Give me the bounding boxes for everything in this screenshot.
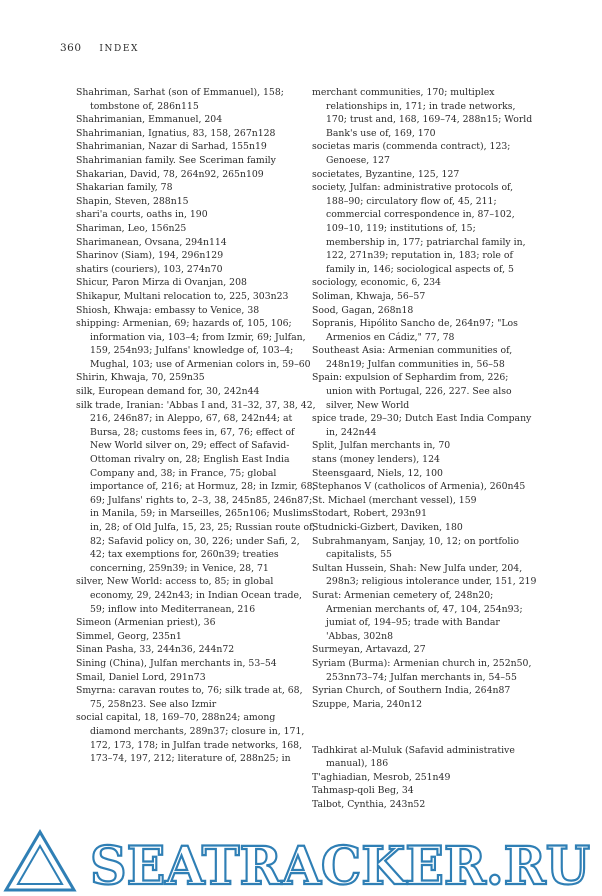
index-entry: Talbot, Cynthia, 243n52 xyxy=(312,798,426,810)
index-entry: Shahrimanian family. See Sceriman family xyxy=(76,154,276,166)
index-column-right xyxy=(312,86,537,811)
index-entry: Smyrna: caravan routes to, 76; silk trade at, 68, 75, 258n23. See also Izmir xyxy=(76,685,303,710)
index-entry: Shahrimanian, Ignatius, 83, 158, 267n128 xyxy=(76,127,276,139)
index-entry: Shakarian family, 78 xyxy=(76,182,173,194)
index-entry: Surat: Armenian cemetery of, 248n20; Armenian merchants of, 47, 104, 254n93; jumiat of, 194–95; trade with Bandar 'Abbas, 302n8 xyxy=(312,589,523,642)
entry-gap xyxy=(312,721,537,735)
index-entry: Syriam (Burma): Armenian church in, 252n50, 253nn73–74; Julfan merchants in, 54–55 xyxy=(312,657,532,683)
index-entry: Subrahmanyam, Sanjay, 10, 12; on portfolio capitalists, 55 xyxy=(312,535,519,561)
index-entry: St. Michael (merchant vessel), 159 xyxy=(312,494,477,506)
index-entry: Syrian Church, of Southern India, 264n87 xyxy=(312,685,511,697)
index-entry: societates, Byzantine, 125, 127 xyxy=(312,168,460,180)
index-entry: society, Julfan: administrative protocols of, 188–90; circulatory flow of, 45, 211; commercial correspondence in, 87–102, 109–10, 119; institutions of, 15; membership in, 177; patriarchal family in, 122, 271n39; reputation in, 183; role of family in, 146; sociological aspects of, 5 xyxy=(312,182,526,275)
index-entry: Tahmasp-qoli Beg, 34 xyxy=(312,785,414,797)
index-entry: Shakarian, David, 78, 264n92, 265n109 xyxy=(76,168,264,180)
watermark xyxy=(0,812,602,896)
index-entry: spice trade, 29–30; Dutch East India Company in, 242n44 xyxy=(312,413,532,438)
index-entry: Szuppe, Maria, 240n12 xyxy=(312,698,423,710)
index-entry: Southeast Asia: Armenian communities of, 248n19; Julfan communities in, 56–58 xyxy=(312,345,513,370)
index-entry: social capital, 18, 169–70, 288n24; among diamond merchants, 289n37; closure in, 171, 172, 173, 178; in Julfan trade networks, 168, 173–74, 197, 212; literature of, 288n25; in xyxy=(76,712,305,765)
index-entry: Sultan Hussein, Shah: New Julfa under, 204, 298n3; religious intolerance under, 151, 219 xyxy=(312,562,537,588)
index-entry: Shiosh, Khwaja: embassy to Venice, 38 xyxy=(76,304,260,316)
index-entry: Sining (China), Julfan merchants in, 53–54 xyxy=(76,657,277,669)
index-entry: silk, European demand for, 30, 242n44 xyxy=(76,386,260,398)
index-entry: Shicur, Paron Mirza di Ovanjan, 208 xyxy=(76,277,247,289)
index-entry: Smail, Daniel Lord, 291n73 xyxy=(76,671,206,683)
index-entry: Stephanos V (catholicos of Armenia), 260n45 xyxy=(312,481,526,493)
running-header xyxy=(60,42,139,54)
index-entry: Simeon (Armenian priest), 36 xyxy=(76,617,216,629)
index-entry: shipping: Armenian, 69; hazards of, 105, 106; information via, 103–4; from Izmir, 69; Julfan, 159, 254n93; Julfans' knowledge of, 103–4; Mughal, 103; use of Armenian colors in, 59–60 xyxy=(76,318,311,370)
index-entry: Shariman, Leo, 156n25 xyxy=(76,222,187,234)
index-entry: shari'a courts, oaths in, 190 xyxy=(76,209,208,221)
watermark-graphic xyxy=(0,812,602,896)
index-entry: Stodart, Robert, 293n91 xyxy=(312,508,427,520)
index-entry: Shahriman, Sarhat (son of Emmanuel), 158; tombstone of, 286n115 xyxy=(76,87,284,112)
triangle-icon xyxy=(6,832,74,890)
index-entry: sociology, economic, 6, 234 xyxy=(312,277,441,289)
index-entry: Simmel, Georg, 235n1 xyxy=(76,630,182,642)
index-entry: Shikapur, Multani relocation to, 225, 303n23 xyxy=(76,290,289,302)
index-entry: silk trade, Iranian: 'Abbas I and, 31–32, 37, 38, 42, 216, 246n87; in Aleppo, 67, 68, 242n44; at Bursa, 28; customs fees in, 67, 76; effect of New World silver on, 29; effect of Safavid-Ottoman rivalry on, 28; English East India Company and, 38; in France, 75; global importance of, 216; at Hormuz, 28; in Izmir, 68, 69; Julfans' rights to, 2–3, 38, 245n85, 246n87; in Manila, 59; in Marseilles, 265n106; Muslims in, 28; of Old Julfa, 15, 23, 25; Russian route of, 82; Safavid policy on, 30, 226; under Safi, 2, 42; tax exemptions for, 260n39; treaties concerning, 259n39; in Venice, 28, 71 xyxy=(76,399,316,574)
index-entry: Shapin, Steven, 288n15 xyxy=(76,195,189,207)
index-entry: Soliman, Khwaja, 56–57 xyxy=(312,290,426,302)
index-entry: Shirin, Khwaja, 70, 259n35 xyxy=(76,372,205,384)
index-entry: merchant communities, 170; multiplex relationships in, 171; in trade networks, 170; trust and, 168, 169–74, 288n15; World Bank's use of, 169, 170 xyxy=(312,87,533,139)
index-entry: Spain: expulsion of Sephardim from, 226; union with Portugal, 226, 227. See also silver, New World xyxy=(312,372,512,411)
index-entry: Sinan Pasha, 33, 244n36, 244n72 xyxy=(76,644,235,656)
index-entry: stans (money lenders), 124 xyxy=(312,454,440,466)
index-entry: Split, Julfan merchants in, 70 xyxy=(312,440,451,452)
index-entry: Shahrimanian, Emmanuel, 204 xyxy=(76,114,223,126)
index-column-left xyxy=(76,86,316,766)
index-entry: silver, New World: access to, 85; in global economy, 29, 242n43; in Indian Ocean trade, 59; inflow into Mediterranean, 216 xyxy=(76,576,302,615)
index-entry: societas maris (commenda contract), 123; Genoese, 127 xyxy=(312,141,511,166)
index-entry: Sharimanean, Ovsana, 294n114 xyxy=(76,236,227,248)
index-entry: Tadhkirat al-Muluk (Safavid administrative manual), 186 xyxy=(312,744,515,770)
page-number: 360 xyxy=(60,42,82,54)
index-entry: Steensgaard, Niels, 12, 100 xyxy=(312,467,443,479)
index-entry: T'aghiadian, Mesrob, 251n49 xyxy=(312,771,451,783)
index-entry: Sood, Gagan, 268n18 xyxy=(312,304,414,316)
index-entry: Sharinov (Siam), 194, 296n129 xyxy=(76,250,224,262)
index-entry: Shahrimanian, Nazar di Sarhad, 155n19 xyxy=(76,141,267,153)
index-entry: Surmeyan, Artavazd, 27 xyxy=(312,644,426,656)
section-title: INDEX xyxy=(99,44,140,54)
index-entry: Sopranis, Hipólito Sancho de, 264n97; "Los Armenios en Cádiz," 77, 78 xyxy=(312,318,518,343)
watermark-text: SEATRACKER.RU xyxy=(90,836,590,896)
index-entry: shatirs (couriers), 103, 274n70 xyxy=(76,263,223,275)
index-entry: Studnicki-Gizbert, Daviken, 180 xyxy=(312,522,463,533)
